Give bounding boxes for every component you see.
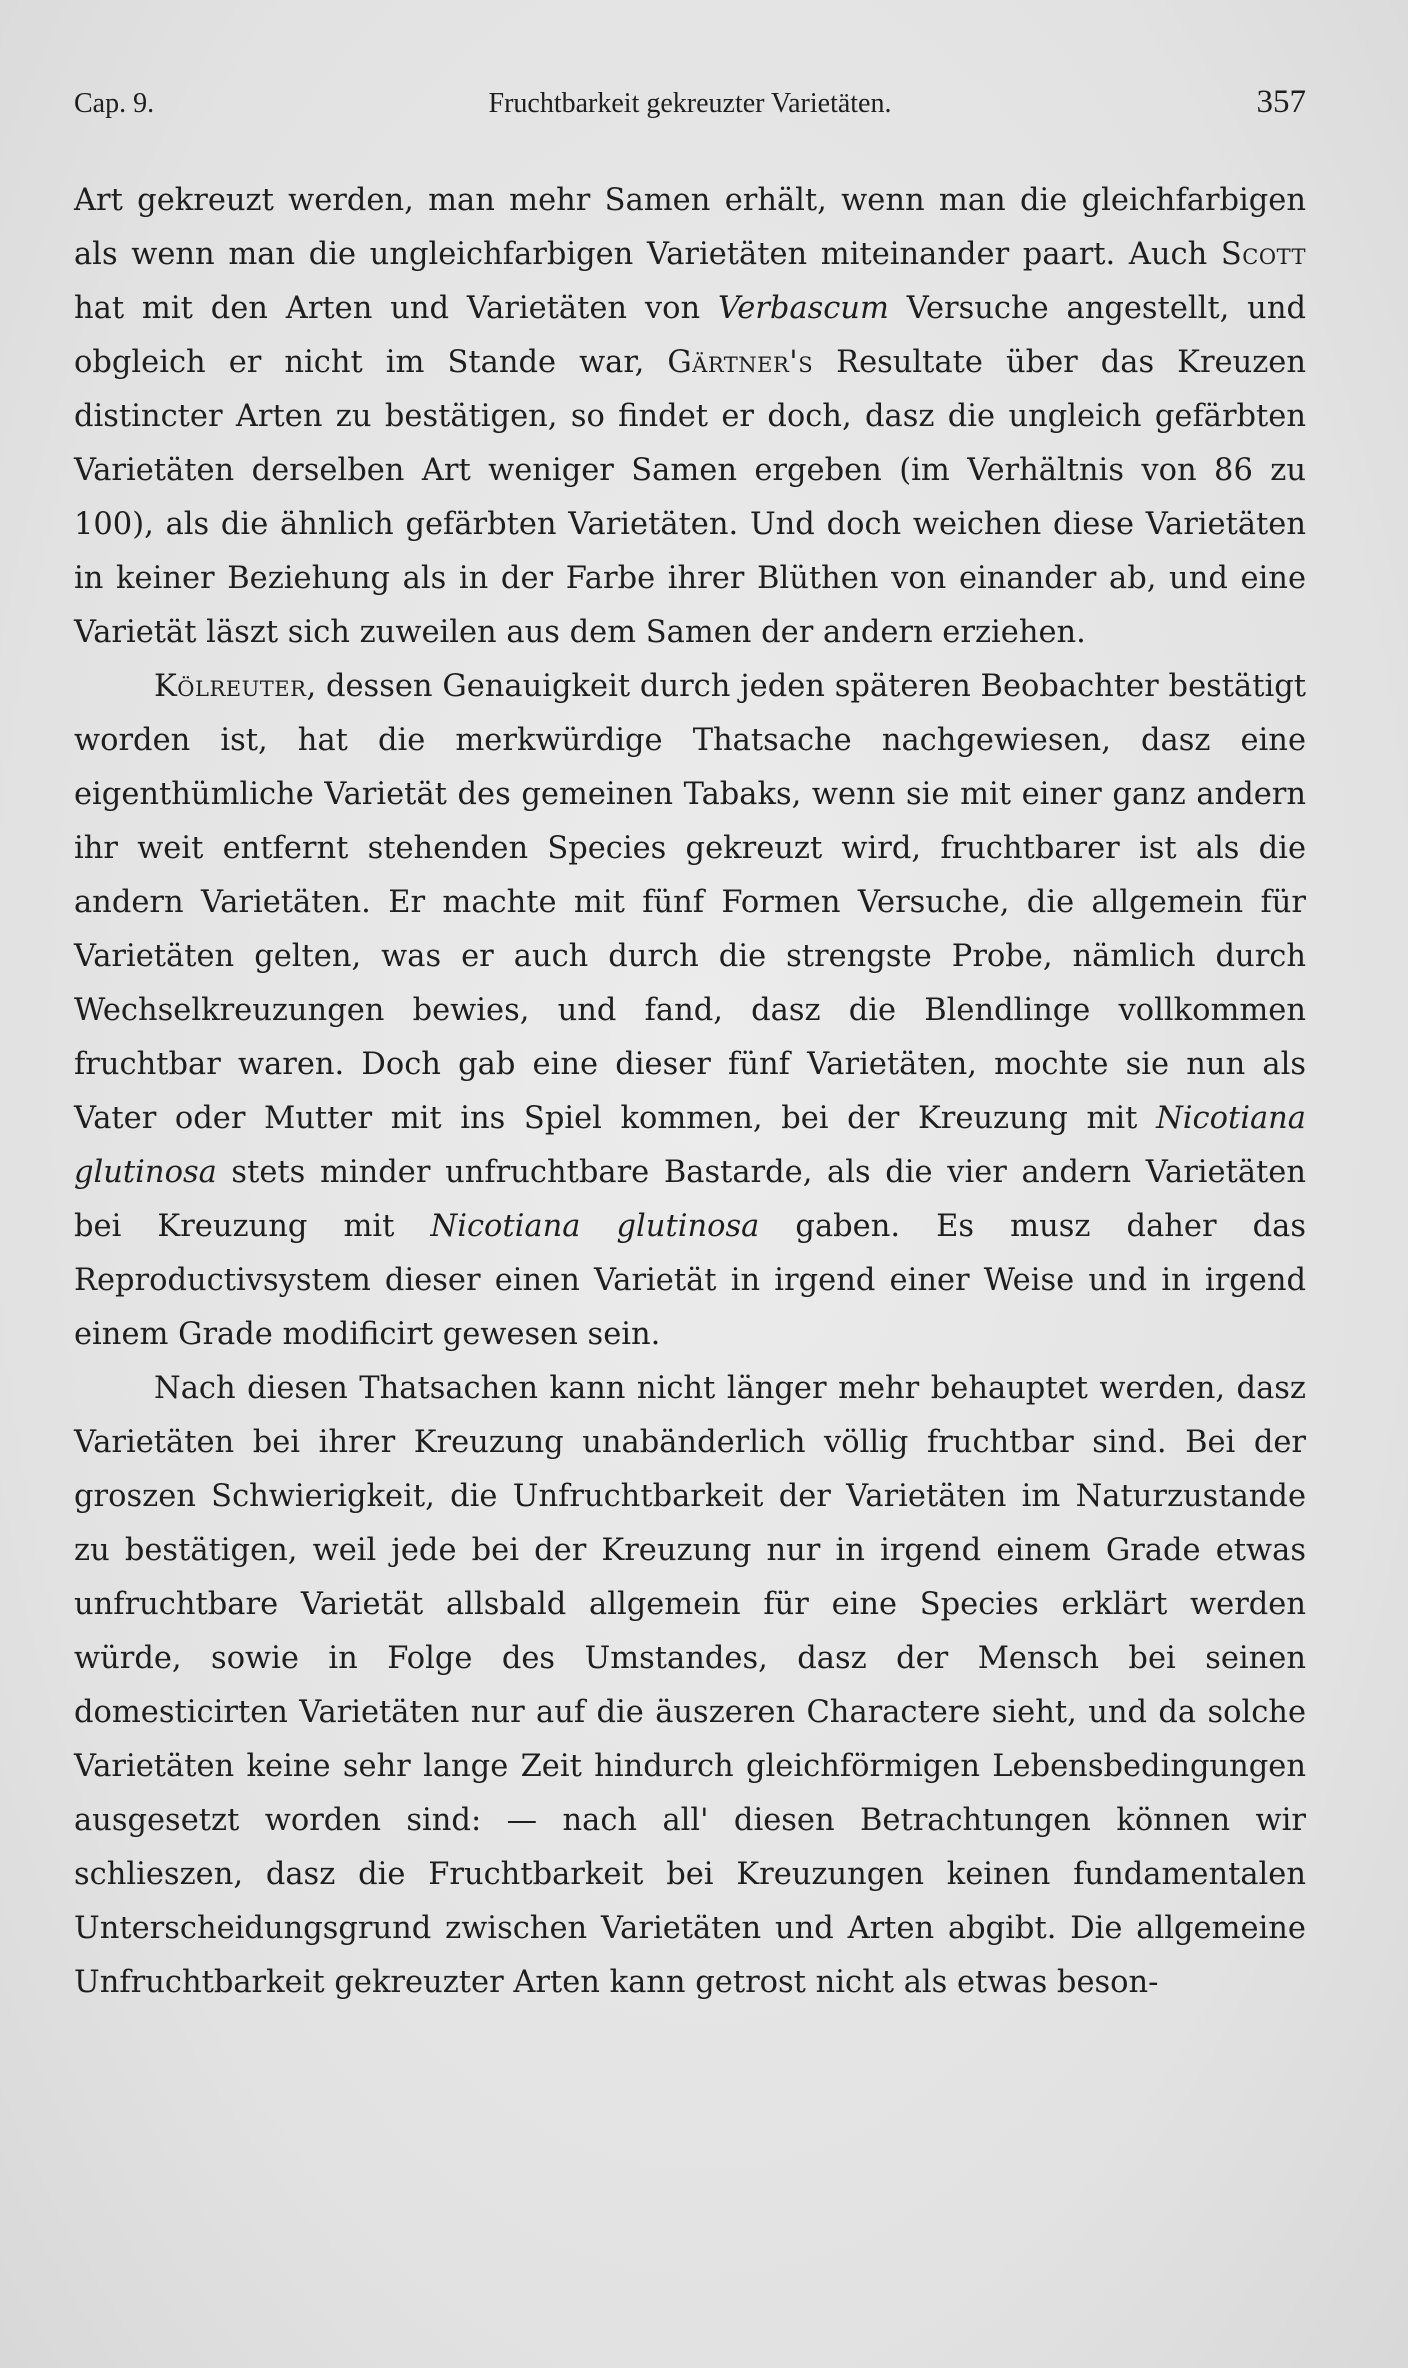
chapter-label: Cap. 9. [74, 88, 155, 119]
body-text [74, 174, 1306, 2010]
paragraph [74, 174, 1306, 660]
paragraph [74, 660, 1306, 1362]
text-run: Nach diesen Thatsachen kann nicht länger mehr behauptet werden, dasz Varietäten bei ihrer Kreuzung unabänderlich völlig fruchtbar sind. Bei der groszen Schwierigkeit, die Unfruchtbarkeit der Varietäten im Naturzustande zu bestätigen, weil jede bei der Kreuzung nur in irgend einem Grade etwas unfruchtbare Varietät allsbald allgemein für eine Species erklärt werden würde, sowie in Folge des Umstandes, dasz der Mensch bei seinen domesticirten Varietäten nur auf die äuszeren Charactere sieht, und da solche Varietäten keine sehr lange Zeit hindurch gleichförmigen Lebensbedingungen ausgesetzt worden sind: — nach all' diesen Betrachtungen können wir schlieszen, dasz die Fruchtbarkeit bei Kreuzungen keinen fundamentalen Unterscheidungsgrund zwischen Varietäten und Arten abgibt. Die allgemeine Unfruchtbarkeit gekreuzter Arten kann getrost nicht als etwas beson- [74, 1371, 1306, 2000]
page-number: 357 [1256, 84, 1306, 120]
author-name: Gärtner's [667, 345, 814, 380]
italic-term: Nicotiana glutinosa [430, 1209, 760, 1244]
author-name: Scott [1220, 237, 1306, 272]
text-run: gaben. Es musz daher das Reproductivsystem dieser einen Varietät in irgend einer Weise und in irgend einem Grade modificirt gewesen sein. [74, 1209, 1306, 1352]
italic-term: Verbascum [718, 291, 889, 326]
text-run: stets minder unfruchtbare Bastarde, als die vier andern Varietäten bei Kreuzung mit [74, 1155, 1306, 1244]
book-page [74, 78, 1306, 2000]
author-name: Kölreuter [154, 669, 307, 704]
text-run: hat mit den Arten und Varietäten von [74, 291, 718, 326]
running-title: Fruchtbarkeit gekreuzter Varietäten. [488, 88, 892, 119]
text-run: Art gekreuzt werden, man mehr Samen erhält, wenn man die gleichfarbigen als wenn man die ungleichfarbigen Varietäten miteinander paart. Auch [74, 183, 1306, 272]
paragraph [74, 1362, 1306, 2010]
text-run: Versuche angestellt, und obgleich er nicht im Stande war, [74, 291, 1306, 380]
text-run: Resultate über das Kreuzen distincter Arten zu bestätigen, so findet er doch, dasz die ungleich gefärbten Varietäten derselben Art weniger Samen ergeben (im Verhältnis von 86 zu 100), als die ähnlich gefärbten Varietäten. Und doch weichen diese Varietäten in keiner Beziehung als in der Farbe ihrer Blüthen von einander ab, und eine Varietät läszt sich zuweilen aus dem Samen der andern erziehen. [74, 345, 1306, 650]
italic-term: Nicotiana glutinosa [74, 1101, 1306, 1190]
text-run: , dessen Genauigkeit durch jeden späteren Beobachter bestätigt worden ist, hat die merkwürdige Thatsache nachgewiesen, dasz eine eigenthümliche Varietät des gemeinen Tabaks, wenn sie mit einer ganz andern ihr weit entfernt stehenden Species gekreuzt wird, fruchtbarer ist als die andern Varietäten. Er machte mit fünf Formen Versuche, die allgemein für Varietäten gelten, was er auch durch die strengste Probe, nämlich durch Wechselkreuzungen bewies, und fand, dasz die Blendlinge vollkommen fruchtbar waren. Doch gab eine dieser fünf Varietäten, mochte sie nun als Vater oder Mutter mit ins Spiel kommen, bei der Kreuzung mit [74, 669, 1306, 1136]
running-header [74, 78, 1306, 148]
